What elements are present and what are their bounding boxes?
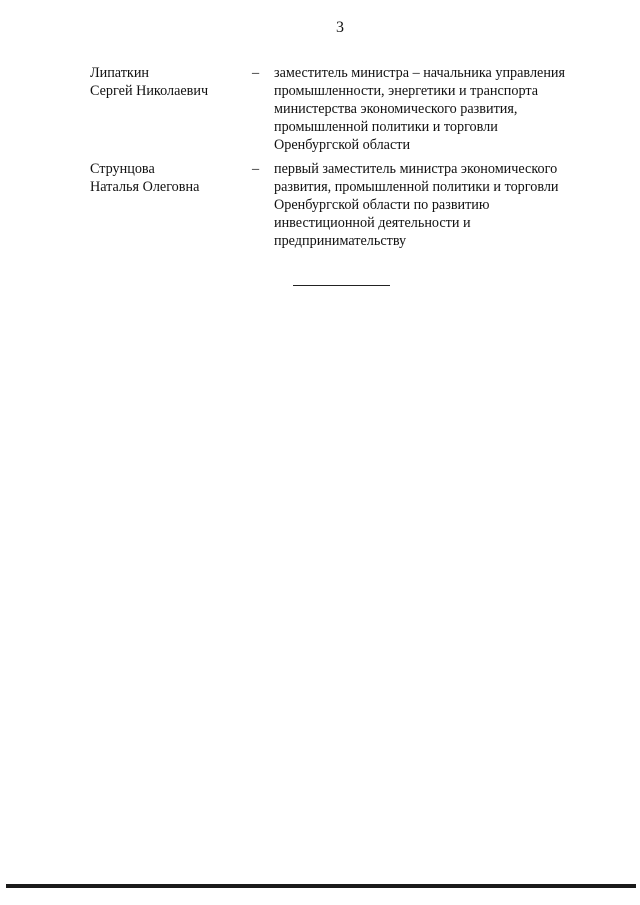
person-name — [90, 64, 250, 100]
bottom-rule — [6, 884, 636, 888]
person-given-names: Сергей Николаевич — [90, 83, 209, 99]
person-name — [90, 160, 250, 196]
position-description — [274, 64, 594, 154]
position-line: промышленности, энергетики и транспорта — [274, 83, 539, 99]
position-line: развития, промышленной политики и торговли — [274, 179, 559, 195]
position-line: Оренбургской области — [274, 137, 411, 153]
position-line: Оренбургской области по развитию — [274, 197, 490, 213]
position-description — [274, 160, 594, 250]
position-line: предпринимательству — [274, 233, 407, 249]
position-line: промышленной политики и торговли — [274, 119, 498, 135]
person-surname: Струнцова — [90, 161, 155, 177]
section-separator — [293, 285, 390, 286]
person-given-names: Наталья Олеговна — [90, 179, 200, 195]
page-number: 3 — [336, 19, 344, 36]
position-line: первый заместитель министра экономического — [274, 161, 558, 177]
position-line: инвестиционной деятельности и — [274, 215, 471, 231]
entry-dash: – — [252, 65, 260, 81]
position-line: министерства экономического развития, — [274, 101, 518, 117]
entry-dash: – — [252, 161, 260, 177]
position-line: заместитель министра – начальника управления — [274, 65, 566, 81]
person-surname: Липаткин — [90, 65, 150, 81]
